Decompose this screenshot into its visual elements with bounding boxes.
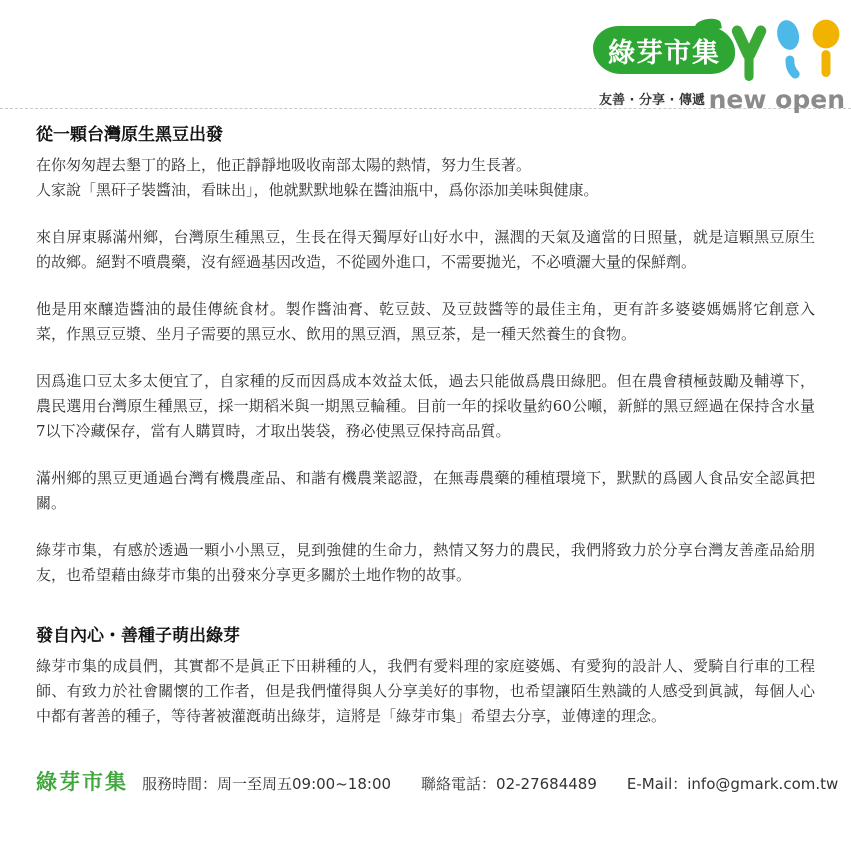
footer-service-time: 服務時間：周一至周五09:00~18:00 <box>142 775 392 793</box>
page-footer <box>36 766 839 796</box>
brand-tagline: 友善 · 分享 · 傳遞 <box>599 93 705 108</box>
paragraph: 來自屏東縣滿州鄉，台灣原生種黑豆，生長在得天獨厚好山好水中，濕潤的天氣及適當的日照量，就是這顆黑豆原生的故鄉。絕對不噴農藥，沒有經過基因改造，不從國外進口，不需要拋光，不必噴灑大量的保鮮劑。 <box>36 228 815 271</box>
sprout-y-green-icon <box>729 16 769 90</box>
page-header <box>0 0 851 114</box>
footer-email: E-Mail：info@gmark.com.tw <box>626 775 839 793</box>
new-open-text: new open <box>708 85 845 114</box>
paragraph: 綠芽市集的成員們，其實都不是眞正下田耕種的人，我們有愛料理的家庭婆媽、有愛狗的設計人、愛騎自行車的工程師、有致力於社會關懷的工作者，但是我們懂得與人分享美好的事物，也希望讓陌生熟識的人感受到眞誠，每個人心中都有著善的種子，等待著被灌漑萌出綠芽，這將是「綠芽市集」希望去分享，並傳達的理念。 <box>36 657 815 725</box>
brand-logo-text: 綠芽市集 <box>608 37 720 69</box>
paragraph: 在你匆匆趕去墾丁的路上，他正靜靜地吸收南部太陽的熱情，努力生長著。 <box>36 156 532 174</box>
article <box>0 123 851 729</box>
brand-logo-blob <box>593 26 735 74</box>
paragraph: 人家說「黑矸子裝醬油，看昧出」，他就默默地躲在醬油瓶中，爲你添加美味與健康。 <box>36 181 599 199</box>
sprout-ball-yellow-icon <box>809 16 843 90</box>
brand-logo <box>593 16 845 114</box>
paragraph: 因爲進口豆太多太便宜了，自家種的反而因爲成本效益太低，過去只能做爲農田綠肥。但在農會積極鼓勵及輔導下，農民選用台灣原生種黑豆，採一期稻米與一期黑豆輪種。目前一年的採收量約60公噸，新鮮的黑豆經過在保持含水量 7以下冷藏保存，當有人購買時，才取出裝袋，務必使黑豆保持高品質。 <box>36 372 815 440</box>
sprout-leaf-blue-icon <box>773 16 805 90</box>
footer-phone: 聯絡電話：02-27684489 <box>421 775 597 793</box>
section-heading-green-sprout: 發自內心・善種子萌出綠芽 <box>36 626 240 646</box>
paragraph: 滿州鄉的黑豆更通過台灣有機農產品、和諧有機農業認證，在無毒農藥的種植環境下，默默的爲國人食品安全認眞把關。 <box>36 469 815 512</box>
footer-brand: 綠芽市集 <box>36 770 128 794</box>
sprout-icons <box>729 16 843 90</box>
paragraph: 他是用來釀造醬油的最佳傳統食材。製作醬油膏、乾豆鼓、及豆鼓醬等的最佳主角，更有許多婆婆媽媽將它創意入菜，作黑豆豆漿、坐月子需要的黑豆水、飲用的黑豆酒，黑豆茶，是一種天然養生的食物。 <box>36 300 815 343</box>
paragraph: 綠芽市集，有感於透過一顆小小黑豆，見到強健的生命力，熱情又努力的農民，我們將致力於分享台灣友善產品給朋友，也希望藉由綠芽市集的出發來分享更多關於土地作物的故事。 <box>36 541 815 584</box>
section-heading-black-bean: 從一顆台灣原生黑豆出發 <box>36 125 223 145</box>
